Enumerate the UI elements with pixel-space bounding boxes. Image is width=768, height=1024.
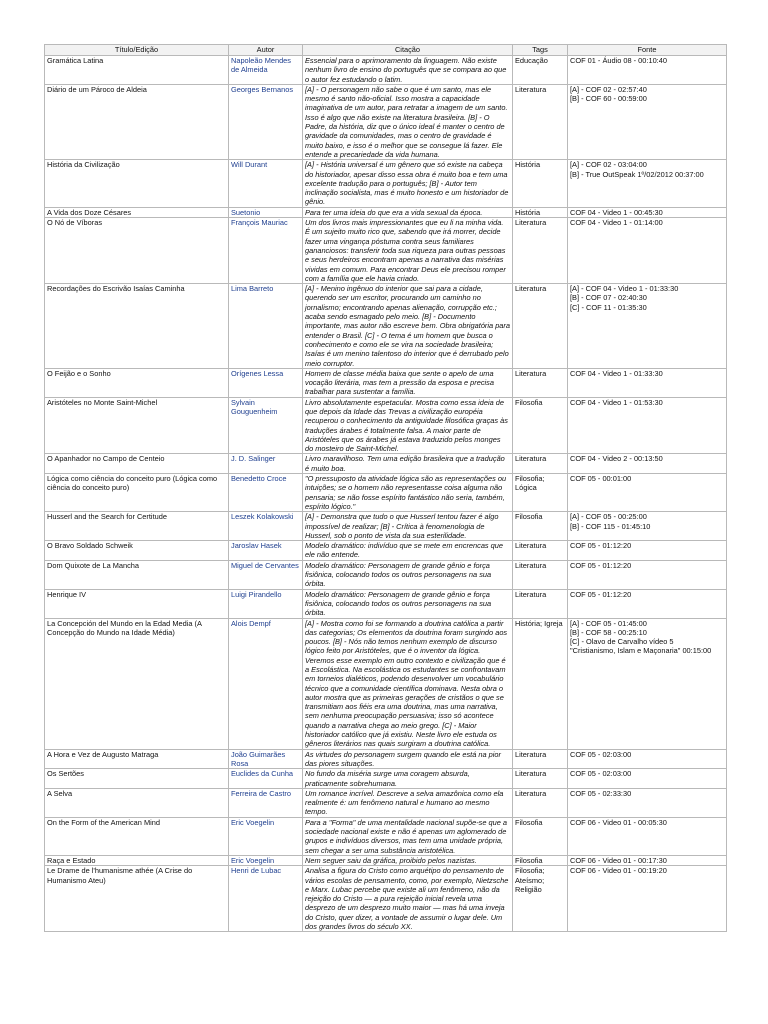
table-row xyxy=(45,749,727,769)
quote-cell: No fundo da miséria surge uma coragem absurda, praticamente sobrehumana. xyxy=(303,769,513,789)
tags-cell: Filosofia; Lógica xyxy=(513,474,568,512)
author-cell: Henri de Lubac xyxy=(229,866,303,932)
title-cell: Aristóteles no Monte Saint-Michel xyxy=(45,397,229,454)
table-row xyxy=(45,454,727,474)
tags-cell: Filosofia xyxy=(513,817,568,855)
table-row xyxy=(45,769,727,789)
author-cell: François Mauriac xyxy=(229,218,303,284)
source-line: COF 05 - 00:01:00 xyxy=(570,474,632,484)
source-cell xyxy=(568,454,727,474)
quote-cell: [A] - Demonstra que tudo o que Husserl tentou fazer é algo impossível de realizar; [B] - Crítica à fenomenologia de Husserl, sob o ponto de vista da sua esterilidade. xyxy=(303,512,513,541)
tags-cell: Literatura xyxy=(513,788,568,817)
author-cell: João Guimarães Rosa xyxy=(229,749,303,769)
table-row xyxy=(45,541,727,561)
tags-cell: Literatura xyxy=(513,749,568,769)
quote-cell: Para ter uma ideia do que era a vida sexual da época. xyxy=(303,207,513,217)
source-cell xyxy=(568,560,727,589)
source-cell xyxy=(568,284,727,369)
header-source: Fonte xyxy=(568,45,727,56)
tags-cell: História; Igreja xyxy=(513,618,568,749)
title-cell: A Hora e Vez de Augusto Matraga xyxy=(45,749,229,769)
author-cell: Sylvain Gouguenheim xyxy=(229,397,303,454)
source-line: "Cristianismo, Islam e Maçonaria" 00:15:00 xyxy=(570,646,712,656)
source-line: COF 06 - Video 01 - 00:19:20 xyxy=(570,866,667,876)
table-row xyxy=(45,512,727,541)
source-cell xyxy=(568,56,727,85)
quote-cell: [A] - Menino ingênuo do interior que sai para a cidade, querendo ser um escritor, procurando um caminho no jornalismo; encontrando apenas alienação, corrupção etc.; acaba sendo esmagado pelo meio. [B] - Documento importante, mas autor não escreve bem. Obra obrigatória para entender o Brasil. [C] - O tema é um homem que busca o conhecimento e como ele se vira na sociedade brasileira; Isaías é um menino talentoso do interior que é derrubado pelo meio corruptor. xyxy=(303,284,513,369)
tags-cell: Filosofia xyxy=(513,512,568,541)
quote-cell: Analisa a figura do Cristo como arquétipo do pensamento de vários escolas de pensamento, como, por exemplo, Nietzsche e Marx. Lubac percebe que existe ali um fenômeno, não da rejeição do Cristo — a pura rejeição inicial revela uma desprezo de um desprezo muito maior — mas há uma inveja do Cristo, quer dizer, a vontade de assumir o lugar dele. Um dos grandes livros do século XX. xyxy=(303,866,513,932)
source-line: [B] - COF 07 - 02:40:30 xyxy=(570,293,647,303)
source-line: COF 06 - Video 01 - 00:05:30 xyxy=(570,817,667,827)
source-line: COF 05 - 01:12:20 xyxy=(570,541,632,551)
quote-cell: Modelo dramático: indivíduo que se mete em encrencas que ele não entende. xyxy=(303,541,513,561)
table-row xyxy=(45,284,727,369)
source-cell xyxy=(568,855,727,865)
author-cell: Miguel de Cervantes xyxy=(229,560,303,589)
source-cell xyxy=(568,218,727,284)
quote-cell: Modelo dramático: Personagem de grande gênio e força fisiônica, colocando todos os outros personagens na sua órbita. xyxy=(303,560,513,589)
author-cell: Eric Voegelin xyxy=(229,855,303,865)
title-cell: Dom Quixote de La Mancha xyxy=(45,560,229,589)
tags-cell: Literatura xyxy=(513,284,568,369)
source-cell xyxy=(568,749,727,769)
source-cell xyxy=(568,589,727,618)
source-line: COF 05 - 02:03:00 xyxy=(570,749,632,759)
source-cell xyxy=(568,541,727,561)
title-cell: O Feijão e o Sonho xyxy=(45,368,229,397)
source-cell xyxy=(568,397,727,454)
source-line: [A] - COF 05 - 01:45:00 xyxy=(570,618,647,628)
source-line: COF 04 - Video 2 - 00:13:50 xyxy=(570,454,663,464)
tags-cell: Literatura xyxy=(513,541,568,561)
source-line: COF 04 - Video 1 - 00:45:30 xyxy=(570,207,663,217)
author-cell: Will Durant xyxy=(229,160,303,207)
source-cell xyxy=(568,474,727,512)
source-line: COF 06 - Video 01 - 00:17:30 xyxy=(570,855,667,865)
source-cell xyxy=(568,512,727,541)
tags-cell: Literatura xyxy=(513,218,568,284)
table-row xyxy=(45,56,727,85)
tags-cell: Filosofia xyxy=(513,855,568,865)
quote-cell: [A] - Mostra como foi se formando a doutrina católica a partir das categorias; Os elementos da doutrina foram surgindo aos poucos. [B] - Nós não temos nenhum exemplo de discurso lógico feito por Aristóteles, que é o inventor da lógica. Veremos esse exemplo em outro contexto e civilização que é a Escolástica. Na escolástica os estudantes se confrontavam em torneios dialéticos, podendo desenvolver um vocabulário técnico que a comunidade científica dominava. Nesta obra o autor mostra que as primeiras gerações de cristãos o que se transmitiam aos fiéis era uma doutrina, mas uma narrativa, sem nenhuma preocupação persuasiva; isso só acontece quando a narrativa chega ao meio grego. [C] - Maior historiador católico que já existiu. Neste livro ele estuda os gêneros literários nas quais surgiram a doutrina católica. xyxy=(303,618,513,749)
tags-cell: Filosofia; Ateísmo; Religião xyxy=(513,866,568,932)
title-cell: O Bravo Soldado Schweik xyxy=(45,541,229,561)
table-row xyxy=(45,368,727,397)
source-line: COF 04 - Video 1 - 01:33:30 xyxy=(570,368,663,378)
title-cell: Os Sertões xyxy=(45,769,229,789)
quote-cell: Nem seguer saiu da gráfica, proibido pelos nazistas. xyxy=(303,855,513,865)
quote-cell: Um romance incrível. Descreve a selva amazônica como ela realmente é: um fenômeno natural e humano ao mesmo tempo. xyxy=(303,788,513,817)
table-row xyxy=(45,560,727,589)
author-cell: Alois Dempf xyxy=(229,618,303,749)
title-cell: Gramática Latina xyxy=(45,56,229,85)
quote-cell: Essencial para o aprimoramento da linguagem. Não existe nenhum livro de ensino do português que se compara ao que o autor fez estudando o latim. xyxy=(303,56,513,85)
title-cell: On the Form of the American Mind xyxy=(45,817,229,855)
quote-cell: [A] - O personagem não sabe o que é um santo, mas ele mesmo é santo não-oficial. Isso mostra a capacidade imaginativa de um autor, para retratar a imagem de um santo. Isso é algo que não existe na literatura brasileira. [B] - O Padre, da história, diz que o único ideal é manter o centro de gravidade da comunidades, mas o centro de gravidade é muito baixo, e isso é o melhor que se consegue lá fazer. Ele entende a precariedade da vida humana. xyxy=(303,84,513,159)
table-row xyxy=(45,855,727,865)
quote-cell: Livro absolutamente espetacular. Mostra como essa ideia de que depois da Idade das Trevas a civilização européia recuperou o conhecimento da antiguidade filosófica graças às traduções árabes é totalmente falsa. A maior parte de Aristóteles que os árabes já estava traduzido pelos monges do mosteiro de Saint-Michel. xyxy=(303,397,513,454)
title-cell: A Vida dos Doze Césares xyxy=(45,207,229,217)
author-cell: Euclides da Cunha xyxy=(229,769,303,789)
table-row xyxy=(45,817,727,855)
header-row xyxy=(45,45,727,56)
quote-cell: Modelo dramático: Personagem de grande gênio e força fisiônica, colocando todos os outros personagens na sua órbita. xyxy=(303,589,513,618)
title-cell: Lógica como ciência do conceito puro (Lógica como ciência do conceito puro) xyxy=(45,474,229,512)
source-line: [C] - COF 11 - 01:35:30 xyxy=(570,302,647,312)
table-row xyxy=(45,207,727,217)
quote-cell: Livro maravilhoso. Tem uma edição brasileira que a tradução é muito boa. xyxy=(303,454,513,474)
tags-cell: Filosofia xyxy=(513,397,568,454)
tags-cell: Literatura xyxy=(513,769,568,789)
title-cell: O Apanhador no Campo de Centeio xyxy=(45,454,229,474)
header-tags: Tags xyxy=(513,45,568,56)
source-line: COF 05 - 01:12:20 xyxy=(570,589,632,599)
source-cell xyxy=(568,160,727,207)
table-row xyxy=(45,84,727,159)
author-cell: Eric Voegelin xyxy=(229,817,303,855)
header-title: Título/Edição xyxy=(45,45,229,56)
source-line: [C] - Olavo de Carvalho vídeo 5 xyxy=(570,637,674,647)
table-row xyxy=(45,866,727,932)
source-cell xyxy=(568,769,727,789)
table-row xyxy=(45,589,727,618)
tags-cell: Literatura xyxy=(513,84,568,159)
table-row xyxy=(45,397,727,454)
author-cell: Suetonio xyxy=(229,207,303,217)
table-row xyxy=(45,618,727,749)
source-cell xyxy=(568,207,727,217)
header-quote: Citação xyxy=(303,45,513,56)
author-cell: Orígenes Lessa xyxy=(229,368,303,397)
title-cell: Diário de um Pároco de Aldeia xyxy=(45,84,229,159)
source-line: COF 05 - 02:03:00 xyxy=(570,769,632,779)
title-cell: La Concepción del Mundo en la Edad Media (A Concepção do Mundo na Idade Média) xyxy=(45,618,229,749)
source-line: [B] - COF 60 - 00:59:00 xyxy=(570,94,647,104)
author-cell: Luigi Pirandello xyxy=(229,589,303,618)
source-line: [A] - COF 02 - 03:04:00 xyxy=(570,160,647,170)
source-line: COF 01 - Áudio 08 - 00:10:40 xyxy=(570,56,667,65)
tags-cell: História xyxy=(513,160,568,207)
author-cell: Ferreira de Castro xyxy=(229,788,303,817)
spreadsheet xyxy=(44,44,726,932)
table-row xyxy=(45,788,727,817)
source-line: COF 05 - 01:12:20 xyxy=(570,560,632,570)
tags-cell: Literatura xyxy=(513,368,568,397)
source-cell xyxy=(568,368,727,397)
tags-cell: História xyxy=(513,207,568,217)
tags-cell: Literatura xyxy=(513,560,568,589)
author-cell: J. D. Salinger xyxy=(229,454,303,474)
source-cell xyxy=(568,817,727,855)
author-cell: Benedetto Croce xyxy=(229,474,303,512)
author-cell: Leszek Kolakowski xyxy=(229,512,303,541)
table-row xyxy=(45,474,727,512)
title-cell: Henrique IV xyxy=(45,589,229,618)
tags-cell: Literatura xyxy=(513,589,568,618)
source-line: COF 05 - 02:33:30 xyxy=(570,788,632,798)
tags-cell: Literatura xyxy=(513,454,568,474)
source-cell xyxy=(568,618,727,749)
author-cell: Jaroslav Hasek xyxy=(229,541,303,561)
quote-cell: "O pressuposto da atividade lógica são as representações ou intuições; se o homem não representasse coisa alguma não pensaria; se não fosse espírito fantástico não seria, também, espírito lógico." xyxy=(303,474,513,512)
source-line: COF 04 - Video 1 - 01:14:00 xyxy=(570,218,663,228)
author-cell: Lima Barreto xyxy=(229,284,303,369)
source-cell xyxy=(568,788,727,817)
title-cell: Husserl and the Search for Certitude xyxy=(45,512,229,541)
table-body xyxy=(45,56,727,932)
title-cell: Raça e Estado xyxy=(45,855,229,865)
table-row xyxy=(45,160,727,207)
title-cell: O Nó de Víboras xyxy=(45,218,229,284)
source-line: COF 04 - Video 1 - 01:53:30 xyxy=(570,397,663,407)
source-line: [B] - COF 58 - 00:25:10 xyxy=(570,627,647,637)
source-cell xyxy=(568,866,727,932)
title-cell: Recordações do Escrivão Isaías Caminha xyxy=(45,284,229,369)
author-cell: Georges Bernanos xyxy=(229,84,303,159)
source-line: [B] - True OutSpeak 1º/02/2012 00:37:00 xyxy=(570,169,704,179)
source-cell xyxy=(568,84,727,159)
quote-cell: Para a "Forma" de uma mentalidade nacional supõe-se que a sociedade nacional existe e não é apenas um aglomerado de grupos e indivíduos diversos, mas tem uma unidade própria, sem chegar a ser uma substância aristotélica. xyxy=(303,817,513,855)
author-cell: Napoleão Mendes de Almeida xyxy=(229,56,303,85)
quote-cell: Um dos livros mais impressionantes que eu li na minha vida. É um sujeito muito rico que, sabendo que irá morrer, decide fazer uma vingança póstuma contra seus familiares gananciosos: transferir toda sua riqueza para outras pessoas e seus herdeiros encontram apenas a narrativa das misérias vividas em comum. Para encontrar Deus ele precisou romper com a família que ele havia criado. xyxy=(303,218,513,284)
tags-cell: Educação xyxy=(513,56,568,85)
source-line: [B] - COF 115 - 01:45:10 xyxy=(570,521,651,531)
source-line: [A] - COF 02 - 02:57:40 xyxy=(570,84,647,94)
source-line: [A] - COF 05 - 00:25:00 xyxy=(570,512,647,522)
quote-cell: Homem de classe média baixa que sente o apelo de uma vocação literária, mas tem a pressão da esposa e precisa trabalhar para sustentar a família. xyxy=(303,368,513,397)
title-cell: História da Civilização xyxy=(45,160,229,207)
table-row xyxy=(45,218,727,284)
source-line: [A] - COF 04 - Video 1 - 01:33:30 xyxy=(570,284,679,294)
title-cell: A Selva xyxy=(45,788,229,817)
quote-cell: [A] - História universal é um gênero que só existe na cabeça do historiador, apesar disso essa obra é muito boa e tem uma excelente tradução para o português; [B] - Autor tem inclinação socialista, mas é muito honesto e um historiador de gênio. xyxy=(303,160,513,207)
books-table xyxy=(44,44,727,932)
quote-cell: As virtudes do personagem surgem quando ele está na pior das piores situações. xyxy=(303,749,513,769)
title-cell: Le Drame de l'humanisme athée (A Crise do Humanismo Ateu) xyxy=(45,866,229,932)
header-author: Autor xyxy=(229,45,303,56)
